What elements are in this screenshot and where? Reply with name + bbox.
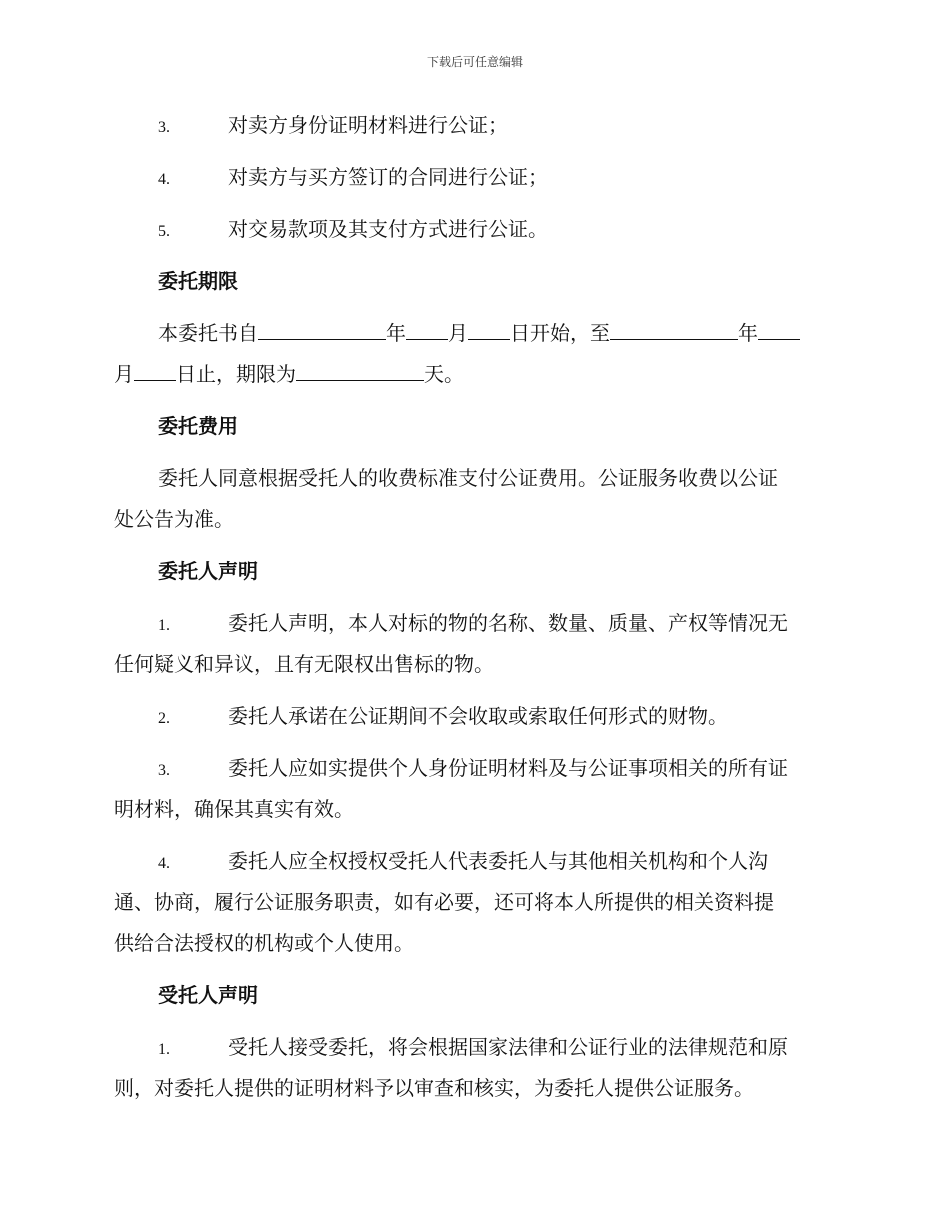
item-continuation: 供给合法授权的机构或个人使用。	[114, 931, 414, 955]
item-continuation: 则，对委托人提供的证明材料予以审查和核实，为委托人提供公证服务。	[114, 1076, 754, 1100]
section-heading-agent: 受托人声明	[158, 983, 258, 1007]
period-text: 本委托书自	[158, 321, 258, 345]
blank-month-end	[758, 317, 800, 340]
item-number: 3.	[158, 762, 170, 779]
section-heading-principal: 委托人声明	[158, 559, 258, 583]
period-line-1	[114, 313, 834, 354]
item-text: 委托人声明，本人对标的物的名称、数量、质量、产权等情况无	[228, 611, 788, 635]
period-text: 日开始，至	[510, 321, 610, 345]
item-text: 委托人应如实提供个人身份证明材料及与公证事项相关的所有证	[228, 756, 788, 780]
period-text: 年	[386, 321, 406, 345]
blank-day-end	[134, 358, 176, 381]
fee-line-2: 处公告为准。	[114, 507, 234, 531]
item-number: 2.	[158, 710, 170, 727]
list-item	[114, 603, 834, 644]
list-item	[114, 157, 834, 198]
list-item	[114, 748, 834, 789]
item-continuation: 明材料，确保其真实有效。	[114, 797, 354, 821]
list-item	[114, 1027, 834, 1068]
item-continuation: 通、协商，履行公证服务职责，如有必要，还可将本人所提供的相关资料提	[114, 890, 774, 914]
list-item	[114, 105, 834, 146]
item-text: 委托人应全权授权受托人代表委托人与其他相关机构和个人沟	[228, 849, 768, 873]
item-number: 1.	[158, 617, 170, 634]
list-item	[114, 209, 834, 250]
period-text: 年	[738, 321, 758, 345]
document-body	[114, 105, 834, 1109]
item-text: 委托人承诺在公证期间不会收取或索取任何形式的财物。	[228, 704, 728, 728]
item-continuation: 任何疑义和异议，且有无限权出售标的物。	[114, 652, 494, 676]
blank-month-start	[406, 317, 448, 340]
period-text: 天。	[424, 362, 464, 386]
page-header: 下载后可任意编辑	[426, 55, 523, 69]
section-heading-fee: 委托费用	[158, 414, 238, 438]
section-heading-period: 委托期限	[158, 269, 238, 293]
item-number: 1.	[158, 1041, 170, 1058]
blank-year-end	[610, 317, 738, 340]
item-number: 4.	[158, 855, 170, 872]
item-text: 对卖方身份证明材料进行公证；	[228, 113, 508, 137]
list-item	[114, 841, 834, 882]
item-text: 对卖方与买方签订的合同进行公证；	[228, 165, 548, 189]
blank-duration	[296, 358, 424, 381]
blank-day-start	[468, 317, 510, 340]
item-text: 受托人接受委托，将会根据国家法律和公证行业的法律规范和原	[228, 1035, 788, 1059]
list-item	[114, 696, 834, 737]
item-number: 3.	[158, 119, 170, 136]
fee-line-1: 委托人同意根据受托人的收费标准支付公证费用。公证服务收费以公证	[158, 466, 778, 490]
blank-year-start	[258, 317, 386, 340]
item-text: 对交易款项及其支付方式进行公证。	[228, 217, 548, 241]
period-text: 月	[114, 362, 134, 386]
item-number: 5.	[158, 223, 170, 240]
item-number: 4.	[158, 171, 170, 188]
period-text: 月	[448, 321, 468, 345]
period-text: 日止，期限为	[176, 362, 296, 386]
period-line-2	[114, 354, 834, 395]
